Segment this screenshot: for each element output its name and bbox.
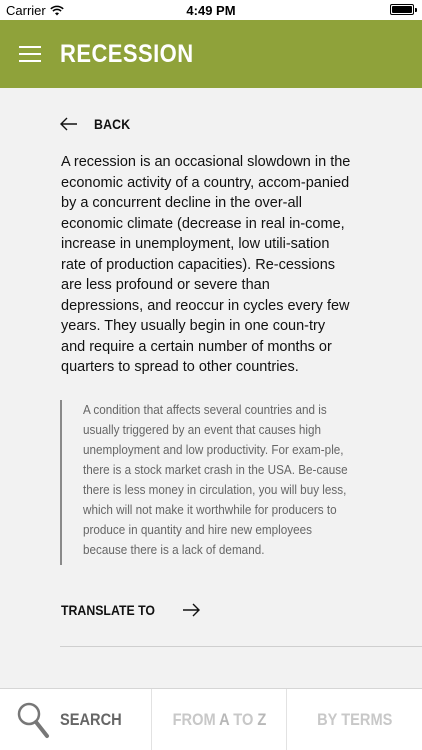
example-text: A condition that affects several countries and is usually triggered by an event that causes high unemployment and low productivity. For exam-ple, there is a stock market crash in the USA. Be-cause there is less money in circulation, you will buy less, which will not make it worthwhile for producers to produce in quantity and hire new employees because there is a lack of demand. (83, 402, 348, 557)
magnifier-icon (16, 701, 50, 739)
tab-a-to-z[interactable] (152, 689, 288, 750)
carrier-label: Carrier (6, 3, 46, 18)
status-time: 4:49 PM (186, 3, 236, 18)
content-area (0, 88, 422, 688)
tab-a-to-z-label (172, 710, 266, 730)
translate-button[interactable] (61, 600, 200, 620)
tab-by-terms-label: BY TERMS (317, 709, 393, 729)
back-label: BACK (94, 116, 131, 132)
tab-by-terms[interactable] (287, 689, 422, 750)
example-quote (60, 400, 350, 565)
arrow-left-icon (60, 117, 78, 131)
arrow-right-icon (182, 603, 200, 617)
tab-a-to-z-a: A (218, 709, 229, 729)
tab-a-to-z-middle: TO (228, 709, 257, 729)
battery-icon (390, 4, 414, 15)
menu-button[interactable] (0, 20, 60, 88)
tab-a-to-z-z: Z (256, 709, 266, 729)
tab-a-to-z-prefix: FROM (172, 709, 219, 729)
tab-search[interactable] (0, 689, 152, 750)
divider (60, 646, 422, 647)
app-header (0, 20, 422, 88)
definition-text: A recession is an occasional slowdown in the economic activity of a country, accom-panied by a concurrent decline in the over-all economic climate (decrease in real in-come, increase in unemployment, low utili-sation rate of production capacities). Re-cessions are less profound or severe than depressions, and reoccur in cycles every few years. They usually begin in one coun-try and require a certain number of months or quarters to spread to other countries. (61, 154, 351, 375)
page-title: RECESSION (60, 39, 194, 68)
tab-search-label: SEARCH (60, 709, 122, 729)
back-button[interactable] (60, 114, 135, 134)
translate-label: TRANSLATE TO (61, 602, 155, 618)
tab-bar (0, 688, 422, 750)
status-bar (0, 0, 422, 20)
hamburger-menu-icon (19, 46, 41, 62)
